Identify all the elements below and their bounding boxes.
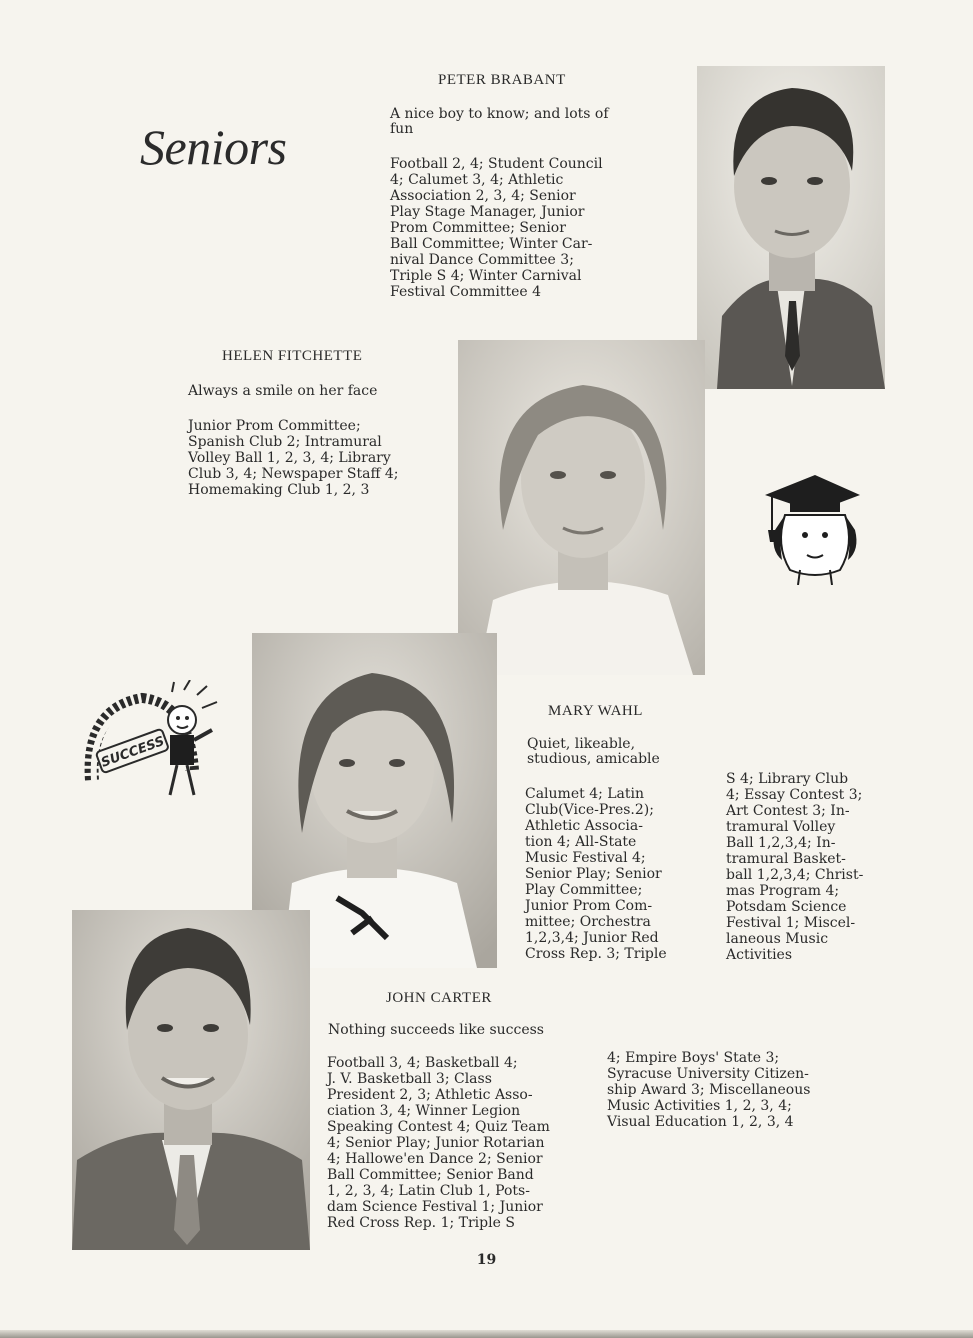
senior-motto-peter: A nice boy to know; and lots of fun — [390, 106, 609, 137]
senior-name-helen: HELEN FITCHETTE — [222, 348, 363, 364]
senior-activities-peter: Football 2, 4; Student Council 4; Calumet 3, 4; Athletic Association 2, 3, 4; Senior Play Stage Manager, Junior Prom Committee; Senior Ball Committee; Winter Car- nival Dance Committee 3; Triple S 4; Winter Carnival Festival Committee 4 — [390, 156, 603, 300]
senior-activities-mary-col2: S 4; Library Club 4; Essay Contest 3; Art Contest 3; In- tramural Volley Ball 1,2,3,4; In- tramural Basket- ball 1,2,3,4; Christ- mas Program 4; Potsdam Science Festival 1; Miscel- laneous Music Activities — [726, 771, 864, 963]
senior-name-peter: PETER BRABANT — [438, 72, 566, 88]
portrait-photo-peter — [697, 66, 885, 389]
senior-name-mary: MARY WAHL — [548, 703, 643, 719]
svg-text:SUCCESS: SUCCESS — [99, 733, 167, 771]
page-bottom-edge — [0, 1330, 973, 1338]
senior-activities-john-col2: 4; Empire Boys' State 3; Syracuse University Citizen- ship Award 3; Miscellaneous Music Activities 1, 2, 3, 4; Visual Education 1, 2, 3, 4 — [607, 1050, 811, 1130]
section-title: Seniors — [140, 119, 287, 175]
graduate-girl-cartoon-icon — [760, 470, 865, 585]
success-cartoon-icon — [82, 680, 227, 810]
senior-motto-john: Nothing succeeds like success — [328, 1022, 544, 1038]
senior-motto-helen: Always a smile on her face — [188, 383, 378, 399]
senior-activities-helen: Junior Prom Committee; Spanish Club 2; Intramural Volley Ball 1, 2, 3, 4; Library Club 3, 4; Newspaper Staff 4; Homemaking Club 1, 2, 3 — [188, 418, 399, 498]
portrait-photo-john — [72, 910, 310, 1250]
portrait-photo-helen — [458, 340, 705, 675]
senior-motto-mary: Quiet, likeable, studious, amicable — [527, 736, 660, 767]
senior-activities-mary-col1: Calumet 4; Latin Club(Vice-Pres.2); Athletic Associa- tion 4; All-State Music Festival 4; Senior Play; Senior Play Committee; Junior Prom Com- mittee; Orchestra 1,2,3,4; Junior Red Cross Rep. 3; Triple — [525, 786, 667, 962]
senior-activities-john-col1: Football 3, 4; Basketball 4; J. V. Basketball 3; Class President 2, 3; Athletic Asso- ciation 3, 4; Winner Legion Speaking Contest 4; Quiz Team 4; Senior Play; Junior Rotarian 4; Hallowe'en Dance 2; Senior Ball Committee; Senior Band 1, 2, 3, 4; Latin Club 1, Pots- dam Science Festival 1; Junior Red Cross Rep. 1; Triple S — [327, 1055, 550, 1231]
senior-name-john: JOHN CARTER — [386, 990, 492, 1006]
page-number: 19 — [476, 1252, 497, 1268]
